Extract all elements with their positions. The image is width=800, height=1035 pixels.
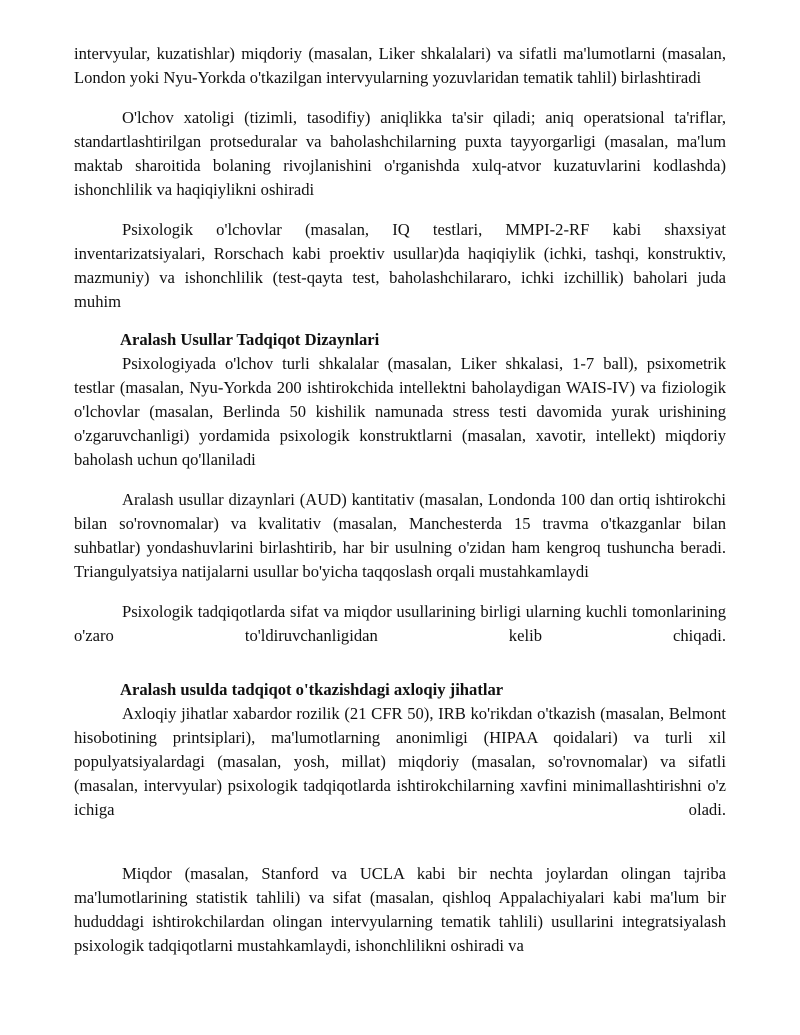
paragraph-mixed-methods-aud: Aralash usullar dizaynlari (AUD) kantitativ (masalan, Londonda 100 dan ortiq ishtirokchi bilan so'rovnomalar) va kvalitativ (masalan, Manchesterda 15 travma o'tkazganlar bilan suhbatlar) yondashuvlarini birlashtirib, har bir usulning o'zidan ham kengroq tushuncha beradi. Triangulyatsiya natijalarni usullar bo'yicha taqqoslash orqali mustahkamlaydi xyxy=(74,490,726,581)
paragraph-measurement-error: O'lchov xatoligi (tizimli, tasodifiy) aniqlikka ta'sir qiladi; aniq operatsional ta'riflar, standartlashtirilgan protseduralar va baholashchilarning puxta tayyorgarligi (masalan, ma'lum maktab sharoitida bolaning rivojlanishini o'rganishda xulq-atvor kuzatuvlarini kodlashda) ishonchlilik va haqiqiylikni oshiradi xyxy=(74,108,726,199)
paragraph-integration: Miqdor (masalan, Stanford va UCLA kabi bir nechta joylardan olingan tajriba ma'lumotlarining statistik tahlili) va sifat (masalan, qishloq Appalachiyalari kabi ma'lum bir hududdagi ishtirokchilardan olingan intervyularning tematik tahlili) usullarini integratsiyalash psixologik tadqiqotlarni mustahkamlaydi, ishonchlilikni oshiradi va xyxy=(74,864,726,955)
paragraph-ethics: Axloqiy jihatlar xabardor rozilik (21 CFR 50), IRB ko'rikdan o'tkazish (masalan, Belmont hisobotining printsiplari), ma'lumotlarning anonimligi (HIPAA qoidalari) va turli xil populyatsiyalardagi (masalan, yosh, millat) miqdoriy (masalan, so'rovnomalar) va sifatli (masalan, intervyular) psixologik tadqiqotlarda ishtirokchilarning xavfini minimallashtirishni o'z ichiga oladi. xyxy=(74,704,726,819)
paragraph-measurement-scales: Psixologiyada o'lchov turli shkalalar (masalan, Liker shkalasi, 1-7 ball), psixometrik testlar (masalan, Nyu-Yorkda 200 ishtirokchida intellektni baholaydigan WAIS-IV) va fiziologik o'lchovlar (masalan, Berlinda 50 kishilik namunada stress testi davomida yurak urishining o'zgaruvchanligi) yordamida psixologik konstruktlarni (masalan, xavotir, intellekt) miqdoriy baholash uchun qo'llaniladi xyxy=(74,354,726,469)
paragraph-intro-continuation: intervyular, kuzatishlar) miqdoriy (masalan, Liker shkalalari) va sifatli ma'lumotlarni (masalan, London yoki Nyu-Yorkda o'tkazilgan intervyularning yozuvlaridan tematik tahlil) birlashtiradi xyxy=(74,44,726,87)
heading-mixed-methods-designs: Aralash Usullar Tadqiqot Dizaynlari xyxy=(120,330,380,349)
paragraph-psychological-measures: Psixologik o'lchovlar (masalan, IQ testlari, MMPI-2-RF kabi shaxsiyat inventarizatsiyalari, Rorschach kabi proektiv usullar)da haqiqiylik (ichki, tashqi, konstruktiv, mazmuniy) va ishonchlilik (test-qayta test, baholashchilararo, ichki izchillik) baholari juda muhim xyxy=(74,220,726,311)
paragraph-unity-of-methods: Psixologik tadqiqotlarda sifat va miqdor usullarining birligi ularning kuchli tomonlarining o'zaro to'ldiruvchanligidan kelib chiqadi. xyxy=(74,602,726,645)
heading-ethical-aspects: Aralash usulda tadqiqot o'tkazishdagi axloqiy jihatlar xyxy=(120,680,504,699)
